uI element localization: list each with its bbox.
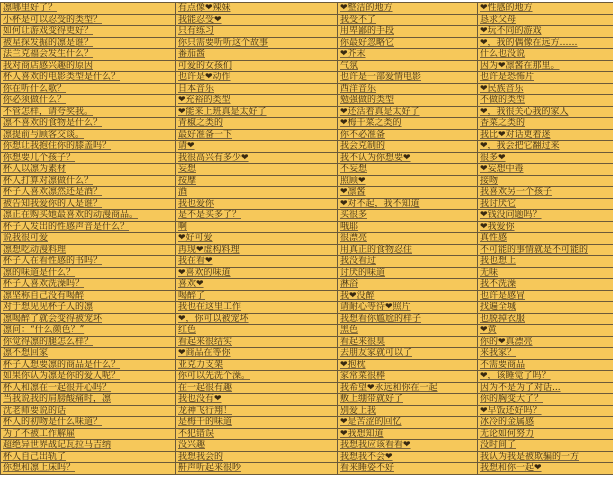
question-cell: 杯人以凛为素材 [1, 164, 176, 176]
answer-1-cell: 是梅干的味道 [176, 417, 338, 429]
table-row [1, 106, 613, 118]
answer-2-cell: ❤我想知道 [338, 428, 478, 440]
answer-3-cell: ❤早饭还好吗？ [478, 405, 613, 417]
answer-3-cell: 因为❤凛酱在那里。 [478, 60, 613, 72]
answer-3-cell: 冰冷的金属感 [478, 417, 613, 429]
question-cell: 杯人自己出轨了 [1, 451, 176, 463]
answer-2-cell: 用卑鄙的手段 [338, 26, 478, 38]
answer-1-cell: ❤，你可以被宠坏 [176, 313, 338, 325]
question-cell: 你在听什么歌？ [1, 83, 176, 95]
table-row [1, 210, 613, 222]
table-row [1, 164, 613, 176]
answer-3-cell: 接吻 [478, 175, 613, 187]
question-cell: 我对商店感兴趣的原因 [1, 60, 176, 72]
answer-3-cell: 也许是感冒 [478, 290, 613, 302]
table-row [1, 451, 613, 463]
answer-3-cell: 很多❤ [478, 152, 613, 164]
answer-2-cell: 不妄想 [338, 164, 478, 176]
answer-3-cell: ❤性感的地方 [478, 3, 613, 15]
question-cell: 你必须做什么？ [1, 95, 176, 107]
question-cell: 说我很可爱 [1, 233, 176, 245]
question-cell: 当我说我的肩膀酸痛时，凛 [1, 394, 176, 406]
table-row [1, 440, 613, 452]
answer-3-cell: ❤，我的偶像在远方…… [478, 37, 613, 49]
answer-2-cell: 看起来很臭 [338, 336, 478, 348]
answer-1-cell: 酒 [176, 187, 338, 199]
question-cell: 你觉得凛的腿怎么样？ [1, 336, 176, 348]
answer-2-cell: 你最好忽略它 [338, 37, 478, 49]
answer-1-cell: 我能忍受❤ [176, 14, 338, 26]
answer-1-cell: 可爱的女孩们 [176, 60, 338, 72]
answer-2-cell: 买很多 [338, 210, 478, 222]
question-cell: 凛想吃动漫料理 [1, 244, 176, 256]
answer-2-cell: ❤还活着真是太好了 [338, 106, 478, 118]
question-cell: 凛提前与顾客交谈。 [1, 129, 176, 141]
answer-1-cell: 是不是买多了？ [176, 210, 338, 222]
answer-3-cell: 你的❤真漂亮 [478, 336, 613, 348]
answer-2-cell: 看来睡姿不好 [338, 463, 478, 475]
table-row [1, 26, 613, 38]
question-cell: 对于想见见杯子人的凛 [1, 302, 176, 314]
table-row [1, 175, 613, 187]
answer-1-cell: 请❤ [176, 141, 338, 153]
answer-2-cell: 照顾❤ [338, 175, 478, 187]
answer-2-cell: ❤整洁的地方 [338, 3, 478, 15]
answer-3-cell: 什么也没说 [478, 49, 613, 61]
answer-1-cell: 日本音乐 [176, 83, 338, 95]
answer-2-cell: 淋浴 [338, 279, 478, 291]
answer-2-cell: 请耐心等待❤照片 [338, 302, 478, 314]
table-row [1, 221, 613, 233]
answer-3-cell: ❤，我很关心我的家人 [478, 106, 613, 118]
question-cell: 杯人打算对凛做什么？ [1, 175, 176, 187]
answer-3-cell: 恳求父母 [478, 14, 613, 26]
question-cell: 如果你认为凛是你的爱人呢？ [1, 371, 176, 383]
table-row [1, 267, 613, 279]
answer-1-cell: 我在看❤ [176, 256, 338, 268]
answer-2-cell: 很漂亮 [338, 233, 478, 245]
answer-1-cell: 再现❤虚构料理 [176, 244, 338, 256]
question-cell: 被星探发掘的凛是谁？ [1, 37, 176, 49]
table-row [1, 371, 613, 383]
answer-1-cell: ❤好可爱 [176, 233, 338, 245]
table-row [1, 279, 613, 291]
answer-3-cell: ❤，我会把它翻过来 [478, 141, 613, 153]
answer-2-cell: 我❤没醉 [338, 290, 478, 302]
answer-3-cell: 我认为我是被欺骗的一方 [478, 451, 613, 463]
answer-1-cell: 按摩 [176, 175, 338, 187]
answer-1-cell: 在一起很有趣 [176, 382, 338, 394]
table-row [1, 428, 613, 440]
answer-3-cell: 你的胸变大了？ [478, 394, 613, 406]
answer-1-cell: 喝醉了 [176, 290, 338, 302]
question-cell: 杯人喜欢的电影类型是什么？ [1, 72, 176, 84]
table-row [1, 129, 613, 141]
answer-3-cell: ❤妄想中毒 [478, 164, 613, 176]
question-cell: 杯子人发出的性感声音是什么？ [1, 221, 176, 233]
answer-3-cell: 不可能的事情就是不可能的 [478, 244, 613, 256]
question-cell: 杯人的初吻是什么味道？ [1, 417, 176, 429]
question-cell: 杯子人在看性感的书吗？ [1, 256, 176, 268]
answer-1-cell: 喜欢❤ [176, 279, 338, 291]
answer-2-cell: ❤对不起，我不知道 [338, 198, 478, 210]
table-row [1, 256, 613, 268]
answer-1-cell: 有点像❤辣妹 [176, 3, 338, 15]
question-cell: 凛喝醉了就会变得被宠坏 [1, 313, 176, 325]
question-cell: 凛正在购买她最喜欢的动漫商品。 [1, 210, 176, 222]
answer-3-cell: ❤黄 [478, 325, 613, 337]
table-row [1, 313, 613, 325]
table-row [1, 325, 613, 337]
answer-1-cell: 我很高兴有多少❤ [176, 152, 338, 164]
question-cell: 杯人和凛在一起很开心吗？ [1, 382, 176, 394]
table-row [1, 336, 613, 348]
question-cell: 凛的味道是什么？ [1, 267, 176, 279]
answer-1-cell: 啊 [176, 221, 338, 233]
answer-2-cell: 去朋友家就可以了 [338, 348, 478, 360]
table-row [1, 359, 613, 371]
answer-1-cell: 你只需要听听这个故事 [176, 37, 338, 49]
answer-3-cell: 找遍全城 [478, 302, 613, 314]
answer-1-cell: ❤喜欢的味道 [176, 267, 338, 279]
question-cell: 你想让我抱住你的膝盖吗？ [1, 141, 176, 153]
answer-2-cell: ❤芥末 [338, 49, 478, 61]
answer-3-cell: 我也想上 [478, 256, 613, 268]
question-cell: 凛不喜欢的食物是什么？ [1, 118, 176, 130]
table-row [1, 3, 613, 15]
table-row [1, 14, 613, 26]
answer-2-cell: 我会克制的 [338, 141, 478, 153]
question-cell: 为了不被工作解雇 [1, 428, 176, 440]
answer-3-cell: 我讨厌它 [478, 198, 613, 210]
table-row [1, 118, 613, 130]
answer-2-cell: 勉强做的类型 [338, 95, 478, 107]
answer-1-cell: ❤商品在等你 [176, 348, 338, 360]
answer-2-cell: 西洋音乐 [338, 83, 478, 95]
answer-3-cell: 不需要商品 [478, 359, 613, 371]
question-cell: 不管怎样，请夸奖我。 [1, 106, 176, 118]
answer-1-cell: 你可以先洗个澡。 [176, 371, 338, 383]
answer-2-cell: 黑色 [338, 325, 478, 337]
answer-1-cell: ❤充裕的类型 [176, 95, 338, 107]
answer-2-cell: ❤凛酱 [338, 187, 478, 199]
table-row [1, 244, 613, 256]
answer-1-cell: 番茄酱 [176, 49, 338, 61]
answer-3-cell: 也脱掉衣服 [478, 313, 613, 325]
table-body [1, 3, 613, 475]
answer-2-cell: 气氛 [338, 60, 478, 72]
answer-2-cell: 讨厌的味道 [338, 267, 478, 279]
table-row [1, 83, 613, 95]
answer-1-cell: 青椒之类的 [176, 118, 338, 130]
answer-1-cell: 我也没有❤ [176, 394, 338, 406]
question-cell: 法兰克福会发生什么？ [1, 49, 176, 61]
table-row [1, 417, 613, 429]
question-cell: 杯子人喜欢洗澡吗？ [1, 279, 176, 291]
question-cell: 被告知我爱你的人是谁？ [1, 198, 176, 210]
table-row [1, 302, 613, 314]
table-row [1, 394, 613, 406]
question-cell: 凛问：“什么颜色？” [1, 325, 176, 337]
answer-3-cell: ❤民族音乐 [478, 83, 613, 95]
table-row [1, 233, 613, 245]
quiz-answer-table [0, 2, 613, 475]
answer-2-cell: 用真正的食物忍住 [338, 244, 478, 256]
answer-2-cell: 也许是一部爱情电影 [338, 72, 478, 84]
answer-1-cell: ❤能来上班真是太好了 [176, 106, 338, 118]
answer-1-cell: 亚克力支架 [176, 359, 338, 371]
answer-1-cell: 龙神飞行翔！ [176, 405, 338, 417]
answer-1-cell: 只有练习 [176, 26, 338, 38]
answer-2-cell: 敷上绷带就好了 [338, 394, 478, 406]
answer-2-cell: 我没看过 [338, 256, 478, 268]
question-cell: 沈老师要说的话 [1, 405, 176, 417]
answer-1-cell: 红色 [176, 325, 338, 337]
question-cell: 超绝异世界战记瓦拉马吉纳 [1, 440, 176, 452]
question-cell: 小杯是可以忍受的类型？ [1, 14, 176, 26]
table-row [1, 152, 613, 164]
table-row [1, 382, 613, 394]
answer-3-cell: 无味 [478, 267, 613, 279]
answer-3-cell: 真性感 [478, 233, 613, 245]
answer-2-cell: 哦耶 [338, 221, 478, 233]
answer-2-cell: ❤梅干菜之类的 [338, 118, 478, 130]
answer-2-cell: 我想我不会❤ [338, 451, 478, 463]
answer-1-cell: 我也在这里工作 [176, 302, 338, 314]
answer-1-cell: 看起来很结实 [176, 336, 338, 348]
answer-2-cell: 家常菜很棒 [338, 371, 478, 383]
table-row [1, 187, 613, 199]
answer-2-cell: 我想看你尴尬的样子 [338, 313, 478, 325]
question-cell: 凛哪里好了？ [1, 3, 176, 15]
answer-2-cell: ❤是苦涩的回忆 [338, 417, 478, 429]
answer-3-cell: 香菜之类的 [478, 118, 613, 130]
table-row [1, 49, 613, 61]
answer-2-cell: 我希望❤永远和你在一起 [338, 382, 478, 394]
table-row [1, 463, 613, 475]
answer-2-cell: 我受不了 [338, 14, 478, 26]
answer-3-cell: 不做的类型 [478, 95, 613, 107]
table-row [1, 72, 613, 84]
table-row [1, 405, 613, 417]
answer-3-cell: 无论如何努力 [478, 428, 613, 440]
answer-3-cell: 也许是恐怖片 [478, 72, 613, 84]
answer-2-cell: 我不认为你想要❤ [338, 152, 478, 164]
table-row [1, 198, 613, 210]
answer-1-cell: 不犯错误 [176, 428, 338, 440]
table-row [1, 37, 613, 49]
answer-3-cell: 因为不是为了对话... [478, 382, 613, 394]
question-cell: 你想和凛上床吗？ [1, 463, 176, 475]
table-row [1, 60, 613, 72]
question-cell: 凛坚称自己没有喝醉 [1, 290, 176, 302]
table-row [1, 141, 613, 153]
answer-1-cell: 没兴趣 [176, 440, 338, 452]
answer-3-cell: 我不洗澡 [478, 279, 613, 291]
answer-3-cell: 我喜欢另一个孩子 [478, 187, 613, 199]
answer-3-cell: ❤钱没问题吗？ [478, 210, 613, 222]
table-row [1, 290, 613, 302]
question-cell: 杯子人想要凛的商品是什么？ [1, 359, 176, 371]
answer-3-cell: 没时间了 [478, 440, 613, 452]
answer-1-cell: 我想我会的 [176, 451, 338, 463]
answer-2-cell: ❤抱枕 [338, 359, 478, 371]
question-cell: 杯子人喜欢凛然还是酒？ [1, 187, 176, 199]
answer-3-cell: 我比❤对话更着迷 [478, 129, 613, 141]
answer-2-cell: 别爱上我 [338, 405, 478, 417]
answer-3-cell: ❤玩不同的游戏 [478, 26, 613, 38]
answer-3-cell: 我想和你一起❤ [478, 463, 613, 475]
answer-1-cell: 最好准备一下 [176, 129, 338, 141]
table-row [1, 348, 613, 360]
answer-1-cell: 也许是❤动作 [176, 72, 338, 84]
answer-2-cell: 你不必准备 [338, 129, 478, 141]
question-cell: 你想要几个孩子？ [1, 152, 176, 164]
answer-3-cell: ❤，该睡觉了吗？ [478, 371, 613, 383]
answer-2-cell: 我想我应该看看❤ [338, 440, 478, 452]
question-cell: 如何让游戏变得更好？ [1, 26, 176, 38]
answer-1-cell: 我也爱你 [176, 198, 338, 210]
answer-3-cell: 来我家？ [478, 348, 613, 360]
answer-1-cell: 鼾声听起来很吵 [176, 463, 338, 475]
table-row [1, 95, 613, 107]
answer-3-cell: ❤我爱你 [478, 221, 613, 233]
answer-1-cell: 妄想 [176, 164, 338, 176]
question-cell: 凛不想回家 [1, 348, 176, 360]
